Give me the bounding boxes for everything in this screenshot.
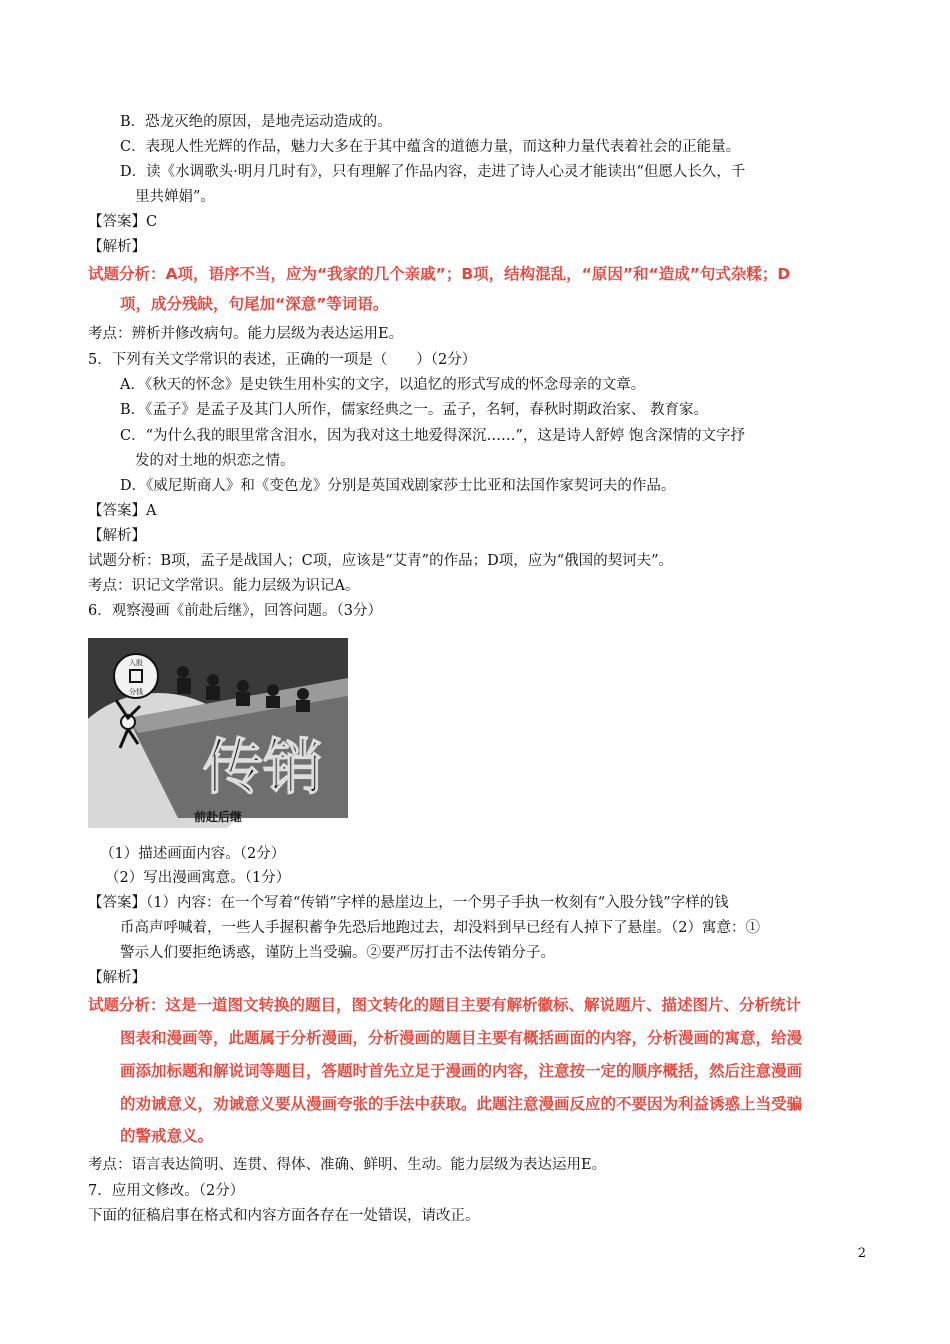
q4-kaodian: 考点：辨析并修改病句。能力层级为表达运用E。 — [88, 326, 404, 342]
q5-option-c-line2: 发的对土地的炽恋之情。 — [135, 453, 295, 469]
q6-analysis-label: 【解析】 — [88, 970, 146, 986]
q5-analysis-label: 【解析】 — [88, 528, 146, 544]
q4-option-d-line1: D．读《水调歌头·明月几时有》，只有理解了作品内容，走进了诗人心灵才能读出“但愿人长久，千 — [120, 164, 746, 180]
q6-answer-line3: 警示人们要拒绝诱惑，谨防上当受骗。②要严厉打击不法传销分子。 — [120, 945, 555, 961]
q7-description: 下面的征稿启事在格式和内容方面各存在一处错误，请改正。 — [88, 1208, 480, 1224]
q4-analysis-label: 【解析】 — [88, 239, 146, 255]
q6-analysis-line1: 试题分析：这是一道图文转换的题目，图文转化的题目主要有解析徽标、解说题片、描述图片、分析统计 — [88, 996, 802, 1014]
q4-answer: 【答案】C — [88, 214, 158, 230]
q6-analysis-line5: 的警戒意义。 — [120, 1127, 214, 1145]
q5-analysis: 试题分析：B项，孟子是战国人；C项，应该是“艾青”的作品；D项，应为“俄国的契诃夫”。 — [88, 553, 674, 569]
svg-text:入股: 入股 — [129, 659, 143, 667]
page-number: 2 — [857, 1246, 866, 1261]
q5-option-a: A．《秋天的怀念》是史铁生用朴实的文字，以追忆的形式写成的怀念母亲的文章。 — [120, 377, 646, 393]
cartoon-caption: 前赴后继 — [193, 810, 242, 824]
q6-answer-line2: 币高声呼喊着，一些人手握积蓄争先恐后地跑过去，却没料到早已经有人掉下了悬崖。（2）寓意：① — [120, 920, 760, 936]
q6-answer-line1: 【答案】（1）内容：在一个写着“传销”字样的悬崖边上，一个男子手执一枚刻有“入股分钱”字样的钱 — [88, 895, 729, 911]
q5-stem: 5．下列有关文学常识的表述，正确的一项是（ ）（2分） — [88, 352, 477, 368]
q5-answer: 【答案】A — [88, 503, 157, 519]
q6-stem: 6．观察漫画《前赴后继》，回答问题。（3分） — [88, 603, 382, 619]
q6-analysis-line4: 的劝诫意义，劝诫意义要从漫画夸张的手法中获取。此题注意漫画反应的不要因为利益诱惑上当受骗 — [120, 1095, 803, 1113]
cliff-label: 传销 — [203, 733, 323, 803]
q4-option-d-line2: 里共婵娟”。 — [135, 189, 215, 205]
q4-analysis-line2: 项，成分残缺，句尾加“深意”等词语。 — [120, 295, 389, 313]
q6-analysis-line3: 画添加标题和解说词等题目，答题时首先立足于漫画的内容，注意按一定的顺序概括，然后注意漫画 — [120, 1062, 803, 1080]
q4-option-b: B．恐龙灭绝的原因，是地壳运动造成的。 — [120, 114, 392, 130]
q4-option-c: C．表现人性光辉的作品，魅力大多在于其中蕴含的道德力量，而这种力量代表着社会的正能量。 — [120, 139, 741, 155]
coin-icon — [114, 654, 158, 698]
q5-option-c-line1: C．“为什么我的眼里常含泪水，因为我对这土地爱得深沉……”，这是诗人舒婷 饱含深情的文字抒 — [120, 428, 746, 444]
q6-sub1: （1）描述画面内容。（2分） — [100, 846, 286, 862]
q7-stem: 7．应用文修改。（2分） — [88, 1183, 245, 1199]
q5-kaodian: 考点：识记文学常识。能力层级为识记A。 — [88, 578, 360, 594]
q6-sub2: （2）写出漫画寓意。（1分） — [105, 870, 291, 886]
q6-analysis-line2: 图表和漫画等，此题属于分析漫画，分析漫画的题目主要有概括画面的内容，分析漫画的寓意，给漫 — [120, 1029, 803, 1047]
svg-text:分钱: 分钱 — [129, 688, 143, 696]
q5-option-d: D．《威尼斯商人》和《变色龙》分别是英国戏剧家莎士比亚和法国作家契诃夫的作品。 — [120, 478, 676, 494]
q5-option-b: B．《孟子》是孟子及其门人所作，儒家经典之一。孟子，名轲，春秋时期政治家、 教育家。 — [120, 402, 709, 418]
q4-analysis-line1: 试题分析：A项，语序不当，应为“我家的几个亲戚”；B项，结构混乱，“原因”和“造成”句式杂糅；D — [88, 265, 791, 283]
q6-kaodian: 考点：语言表达简明、连贯、得体、准确、鲜明、生动。能力层级为表达运用E。 — [88, 1157, 607, 1173]
cartoon-image — [88, 628, 348, 828]
